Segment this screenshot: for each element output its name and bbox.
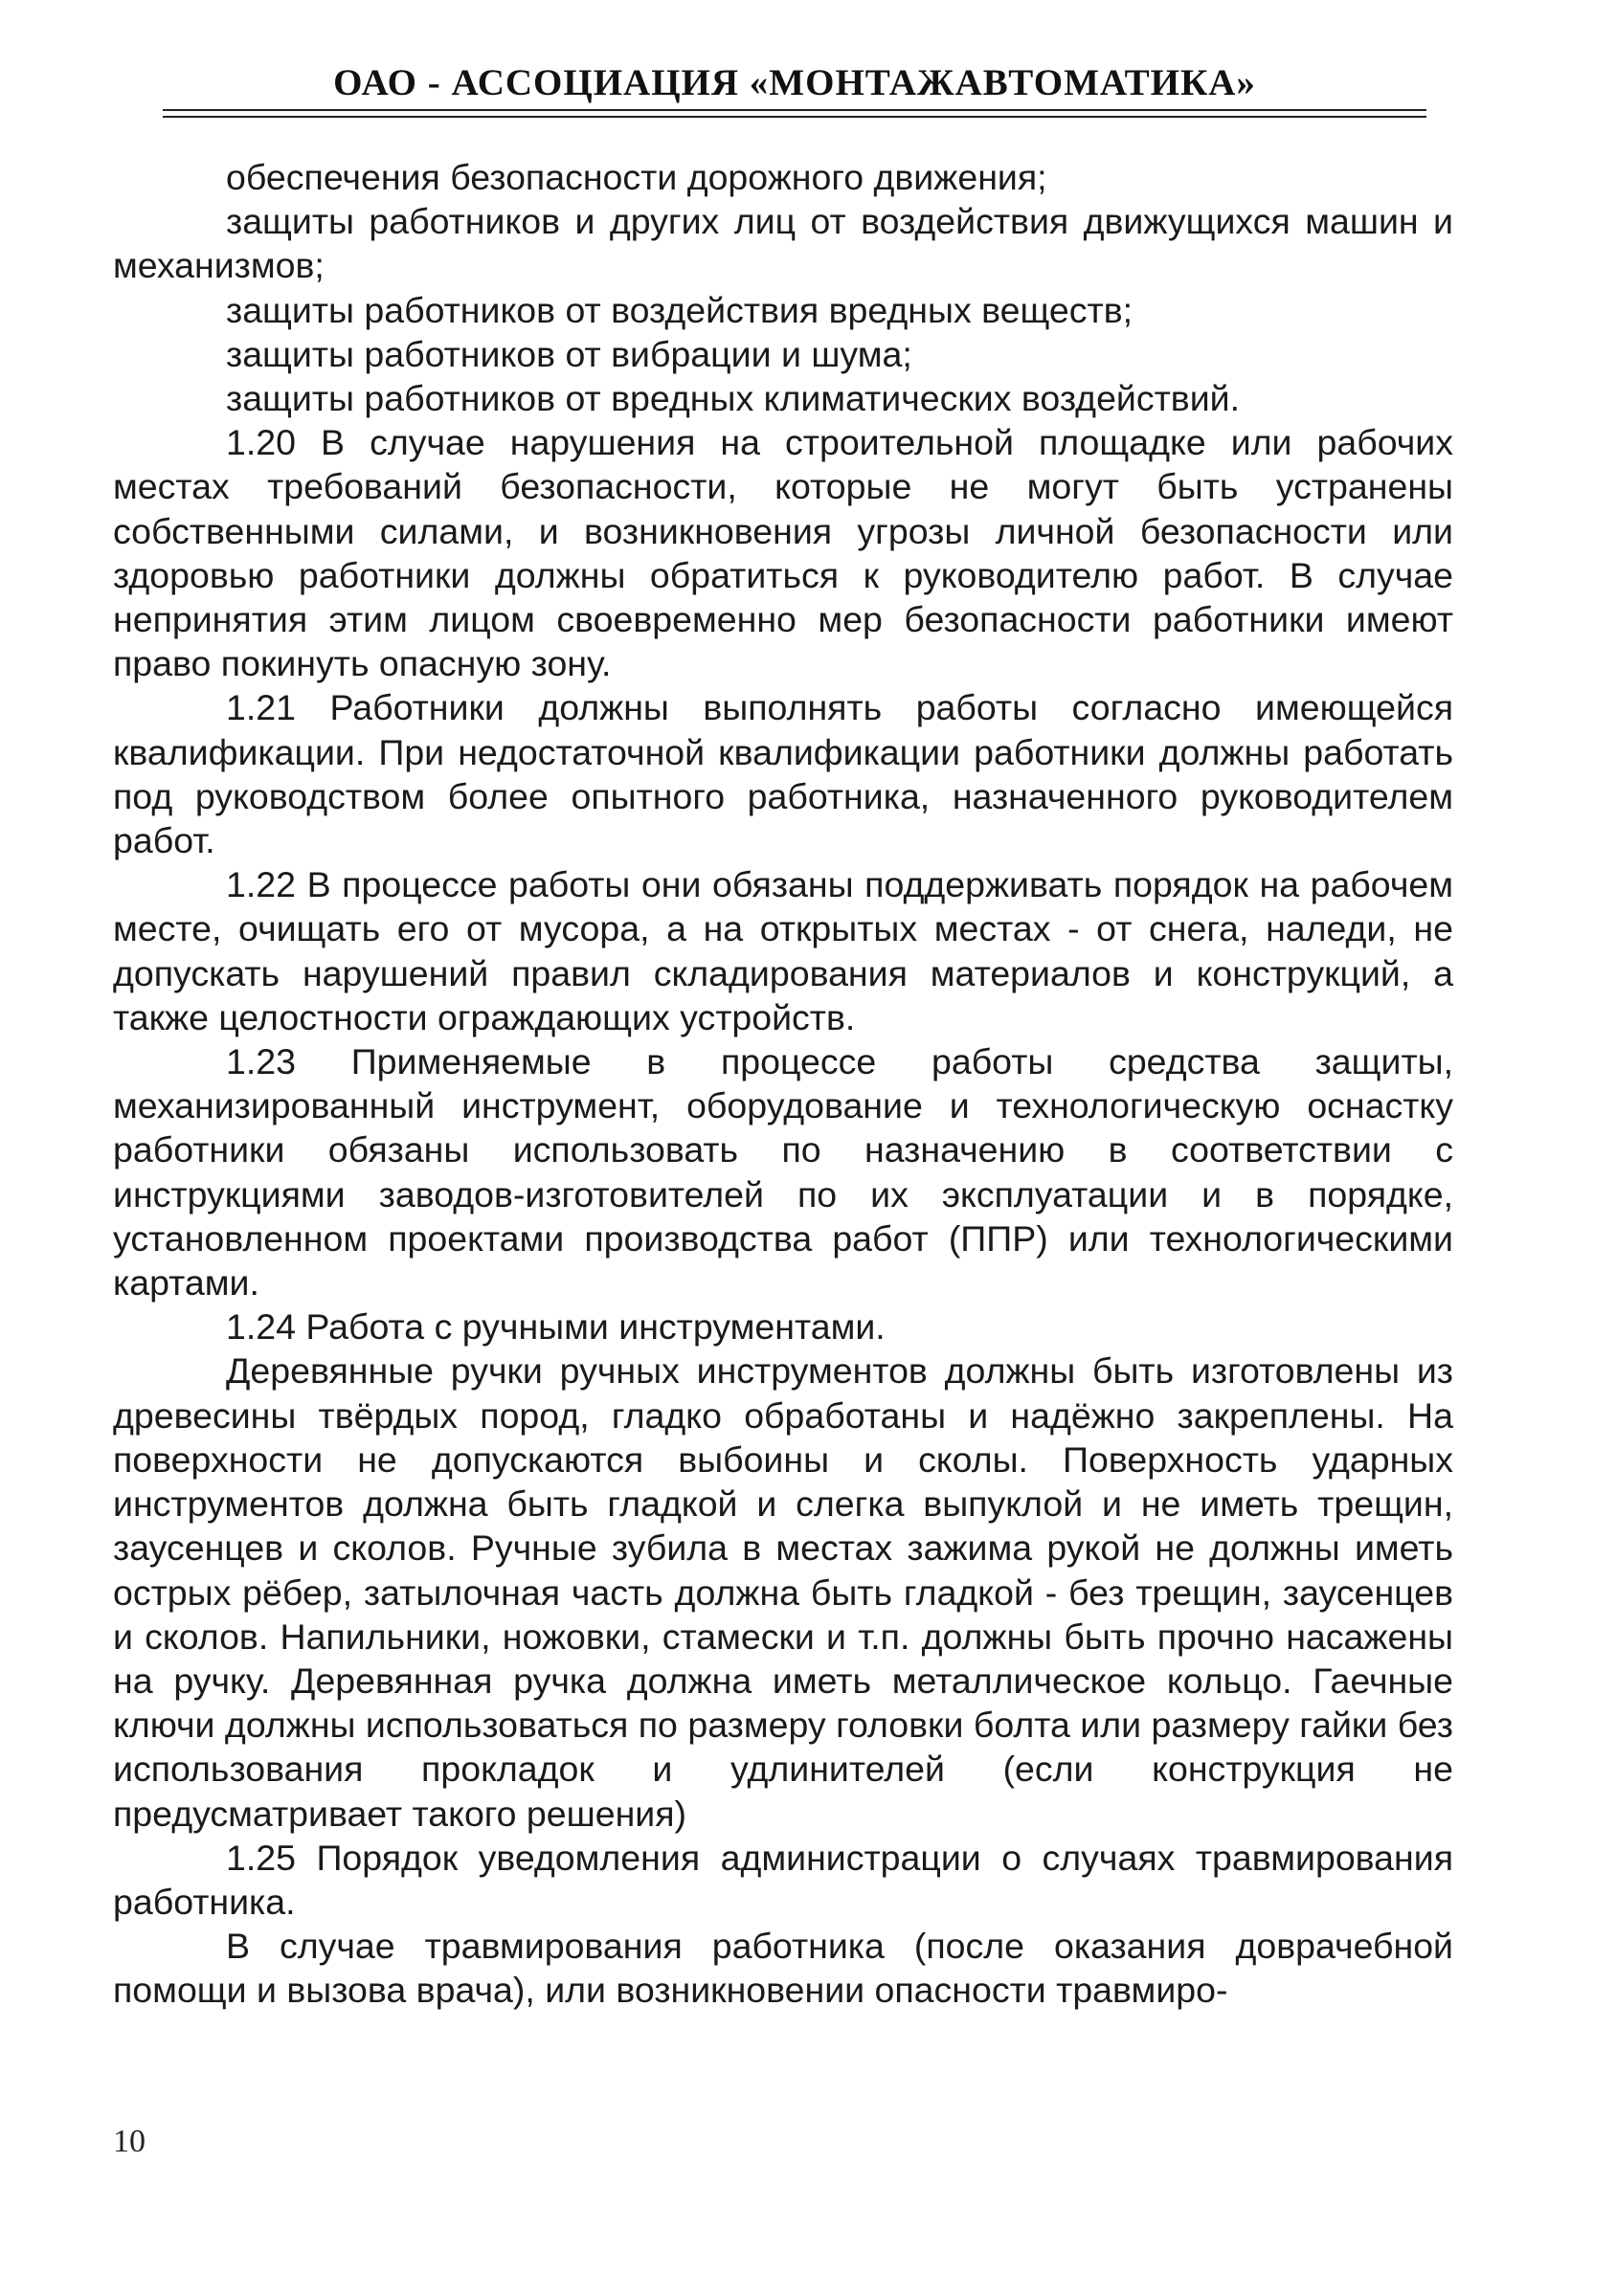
paragraph-injury-case: В случае травмирования работника (после оказания доврачебной помощи и вызова врача), или возникновении опасности травмиро-: [113, 1926, 1453, 2011]
paragraph-1-25: 1.25 Порядок уведомления администрации о случаях травмирования работника.: [113, 1837, 1453, 1922]
page-number: 10: [113, 2124, 146, 2159]
paragraph-1-22: 1.22 В процессе работы они обязаны поддерживать порядок на рабочем месте, очищать его от мусора, а на открытых местах - от снега, наледи, не допускать нарушений правил складирования материалов и конструкций, а также целостности ограждающих устройств.: [113, 864, 1453, 1037]
paragraph-4: защиты работников от вибрации и шума;: [226, 333, 912, 374]
paragraph-2: защиты работников и других лиц от воздействия движущихся машин и механизмов;: [113, 201, 1453, 286]
paragraph-hand-tools: Деревянные ручки ручных инструментов должны быть изготовлены из древесины твёрдых пород, гладко обработаны и надёжно закреплены. На поверхности не допускаются выбоины и сколы. Поверхность ударных инструментов должна быть гладкой и слегка выпуклой и не иметь трещин, заусенцев и сколов. Ручные зубила в местах зажима рукой не должны иметь острых рёбер, затылочная часть должна быть гладкой - без трещин, заусенцев и сколов. Напильники, ножовки, стамески и т.п. должны быть прочно насажены на ручку. Деревянная ручка должна иметь металлическое кольцо. Гаечные ключи должны использоваться по размеру головки болта или размеру гайки без использования прокладок и удлинителей (если конструкция не предусматривает такого решения): [113, 1350, 1453, 1834]
paragraph-1-23: 1.23 Применяемые в процессе работы средства защиты, механизированный инструмент, оборудование и технологическую оснастку работники обязаны использовать по назначению в соответствии с инструкциями заводов-изготовителей по их эксплуатации и в порядке, установленном проектами производства работ (ППР) или технологическими картами.: [113, 1041, 1453, 1304]
paragraph-1-21: 1.21 Работники должны выполнять работы согласно имеющейся квалификации. При недостаточной квалификации работники должны работать под руководством более опытного работника, назначенного руководителем работ.: [113, 687, 1453, 861]
page-header: [163, 61, 1426, 105]
body-text: [113, 155, 1453, 2013]
paragraph-1: обеспечения безопасности дорожного движения;: [226, 157, 1047, 197]
header-rule-bottom: [163, 116, 1426, 118]
paragraph-3: защиты работников от воздействия вредных веществ;: [226, 289, 1133, 330]
header-title: ОАО - АССОЦИАЦИЯ «МОНТАЖАВТОМАТИКА»: [333, 62, 1256, 103]
paragraph-5: защиты работников от вредных климатических воздействий.: [226, 378, 1241, 419]
paragraph-1-20: 1.20 В случае нарушения на строительной площадке или рабочих местах требований безопасности, которые не могут быть устранены собственными силами, и возникновения угрозы личной безопасности или здоровью работники должны обратиться к руководителю работ. В случае непринятия этим лицом своевременно мер безопасности работники имеют право покинуть опасную зону.: [113, 422, 1453, 684]
header-rule-top: [163, 109, 1426, 111]
paragraph-1-24-heading: 1.24 Работа с ручными инструментами.: [226, 1306, 886, 1348]
